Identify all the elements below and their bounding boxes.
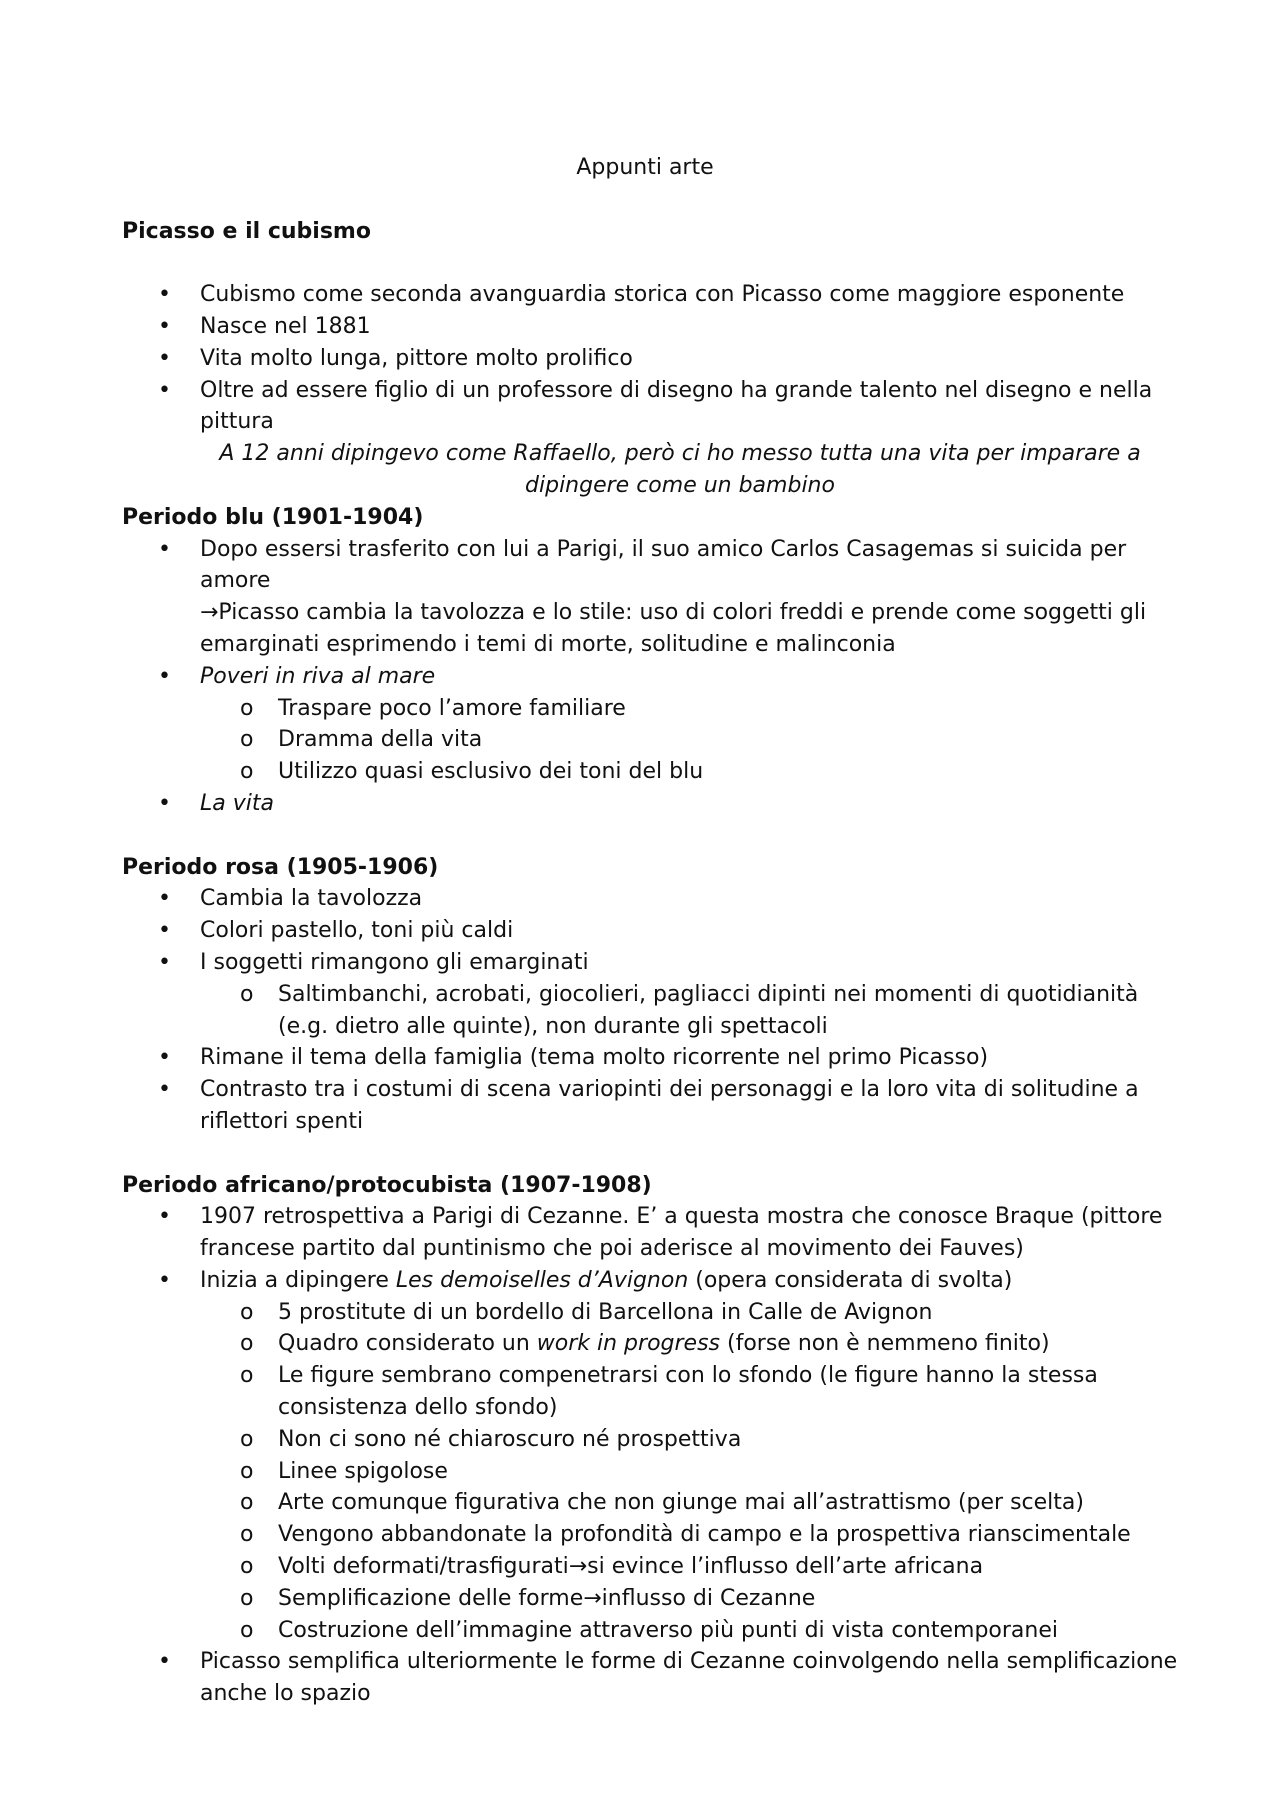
sub-list-item: o Linee spigolose [122,1456,1182,1488]
list-item: • Oltre ad essere figlio di un professore di disegno ha grande talento nel disegno e nella pittura [122,375,1182,439]
sub-list-item: o Non ci sono né chiaroscuro né prospettiva [122,1424,1182,1456]
section-heading-periodo-africano: Periodo africano/protocubista (1907-1908) [122,1172,652,1198]
document-title: Appunti arte [576,155,714,180]
sub-list-item: o Saltimbanchi, acrobati, giocolieri, pagliacci dipinti nei momenti di quotidianità (e.g. dietro alle quinte), non durante gli spettacoli [122,979,1182,1043]
bullet-list [122,534,1182,820]
picasso-quote: A 12 anni dipingevo come Raffaello, però ci ho messo tutta una vita per imparare a dipingere come un bambino [219,441,1141,498]
sub-list-item: o Arte comunque figurativa che non giunge mai all’astrattismo (per scelta) [122,1487,1182,1519]
list-item [122,1265,1182,1297]
list-item [122,534,1182,661]
list-item: • Nasce nel 1881 [122,311,1182,343]
list-item: • Cambia la tavolozza [122,883,1182,915]
sub-list-item: o Traspare poco l’amore familiare [122,693,1182,725]
artwork-title: Poveri in riva al mare [200,663,436,689]
sub-list-item: o Vengono abbandonate la profondità di campo e la prospettiva rianscimentale [122,1519,1182,1551]
emphasis-text: work in progress [536,1331,720,1357]
sub-list-item: o Utilizzo quasi esclusivo dei toni del blu [122,756,1182,788]
list-item: • 1907 retrospettiva a Parigi di Cezanne. E’ a questa mostra che conosce Braque (pittore francese partito dal puntinismo che poi aderisce al movimento dei Fauves) [122,1201,1182,1265]
list-item: • Vita molto lunga, pittore molto prolifico [122,343,1182,375]
section-heading-cubismo: Picasso e il cubismo [122,218,371,244]
list-item: • Rimane il tema della famiglia (tema molto ricorrente nel primo Picasso) [122,1042,1182,1074]
artwork-title: La vita [200,790,274,816]
document-body [122,152,1182,1710]
sub-list-item [122,1328,1182,1360]
list-item-text: Dopo essersi trasferito con lui a Parigi, il suo amico Carlos Casagemas si suicida per amore [200,536,1127,594]
list-item [122,661,1182,693]
bullet-list [122,1201,1182,1710]
sub-list-item: o Dramma della vita [122,724,1182,756]
section-heading-periodo-blu: Periodo blu (1901-1904) [122,504,424,530]
list-item: • Cubismo come seconda avanguardia storica con Picasso come maggiore esponente [122,279,1182,311]
list-item: • Colori pastello, toni più caldi [122,915,1182,947]
sub-list-item: o Le figure sembrano compenetrarsi con lo sfondo (le figure hanno la stessa consistenza dello sfondo) [122,1360,1182,1424]
list-item: • Picasso semplifica ulteriormente le forme di Cezanne coinvolgendo nella semplificazione anche lo spazio [122,1646,1182,1710]
bullet-list [122,279,1182,438]
sub-list-item: o Costruzione dell’immagine attraverso più punti di vista contemporanei [122,1615,1182,1647]
sub-list-item: o 5 prostitute di un bordello di Barcellona in Calle de Avignon [122,1297,1182,1329]
list-item-continuation: →Picasso cambia la tavolozza e lo stile: uso di colori freddi e prende come soggetti gli emarginati esprimendo i temi di morte, solitudine e malinconia [200,600,1147,657]
list-item-text: (opera considerata di svolta) [688,1267,1013,1293]
list-item-text: Quadro considerato un [278,1331,537,1357]
section-heading-periodo-rosa: Periodo rosa (1905-1906) [122,854,439,880]
list-item-text: (forse non è nemmeno finito) [720,1331,1050,1357]
list-item: • I soggetti rimangono gli emarginati [122,947,1182,979]
list-item [122,788,1182,820]
list-item: • Contrasto tra i costumi di scena variopinti dei personaggi e la loro vita di solitudine a riflettori spenti [122,1074,1182,1138]
sub-list-item: o Semplificazione delle forme→influsso di Cezanne [122,1583,1182,1615]
artwork-title: Les demoiselles d’Avignon [395,1267,689,1293]
list-item-text: Inizia a dipingere [200,1267,396,1293]
sub-list-item: o Volti deformati/trasfigurati→si evince l’influsso dell’arte africana [122,1551,1182,1583]
bullet-list [122,883,1182,1137]
